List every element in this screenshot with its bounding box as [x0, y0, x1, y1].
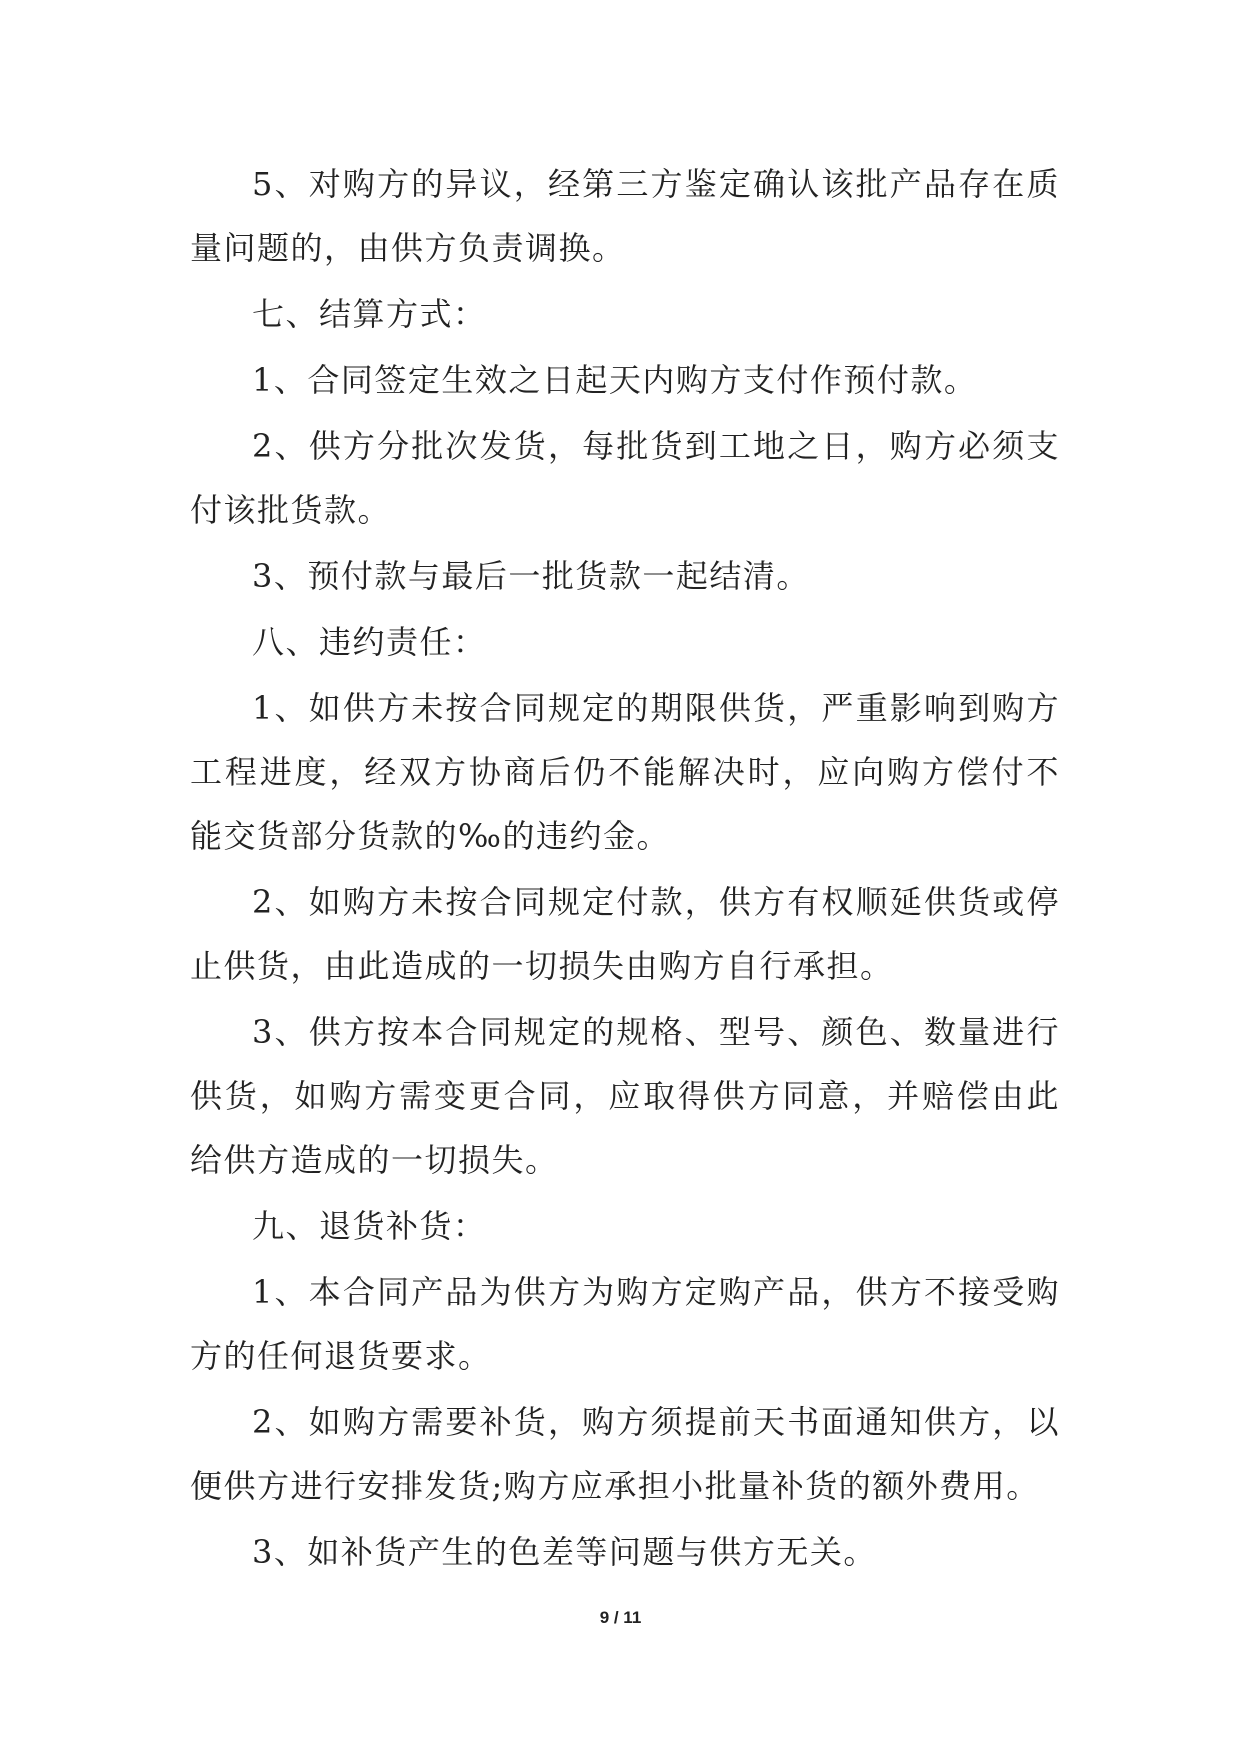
paragraph-batch-payment: 2、供方分批次发货，每批货到工地之日，购方必须支付该批货款。: [190, 427, 1060, 529]
section-heading-returns: 九、退货补货：: [252, 1207, 487, 1245]
paragraph-final-settlement: 3、预付款与最后一批货款一起结清。: [252, 557, 810, 595]
section-heading-settlement: 七、结算方式：: [252, 295, 487, 333]
page-number: 9 / 11: [599, 1608, 642, 1627]
paragraph-late-payment: 2、如购方未按合同规定付款，供方有权顺延供货或停止供货，由此造成的一切损失由购方自行承担。: [190, 883, 1060, 985]
paragraph-color-difference: 3、如补货产生的色差等问题与供方无关。: [252, 1533, 877, 1571]
document-body: [190, 152, 1060, 1586]
paragraph-quality-dispute: 5、对购方的异议，经第三方鉴定确认该批产品存在质量问题的，由供方负责调换。: [190, 165, 1060, 267]
paragraph-restock-notice: 2、如购方需要补货，购方须提前天书面通知供方，以便供方进行安排发货;购方应承担小批量补货的额外费用。: [190, 1403, 1060, 1505]
paragraph-prepayment: 1、合同签定生效之日起天内购方支付作预付款。: [252, 361, 978, 399]
paragraph-contract-change: 3、供方按本合同规定的规格、型号、颜色、数量进行供货，如购方需变更合同，应取得供方同意，并赔偿由此给供方造成的一切损失。: [190, 1013, 1060, 1179]
section-heading-liability: 八、违约责任：: [252, 623, 487, 661]
paragraph-late-delivery: 1、如供方未按合同规定的期限供货，严重影响到购方工程进度，经双方协商后仍不能解决时，应向购方偿付不能交货部分货款的‰的违约金。: [190, 689, 1060, 855]
paragraph-no-returns: 1、本合同产品为供方为购方定购产品，供方不接受购方的任何退货要求。: [190, 1273, 1060, 1375]
